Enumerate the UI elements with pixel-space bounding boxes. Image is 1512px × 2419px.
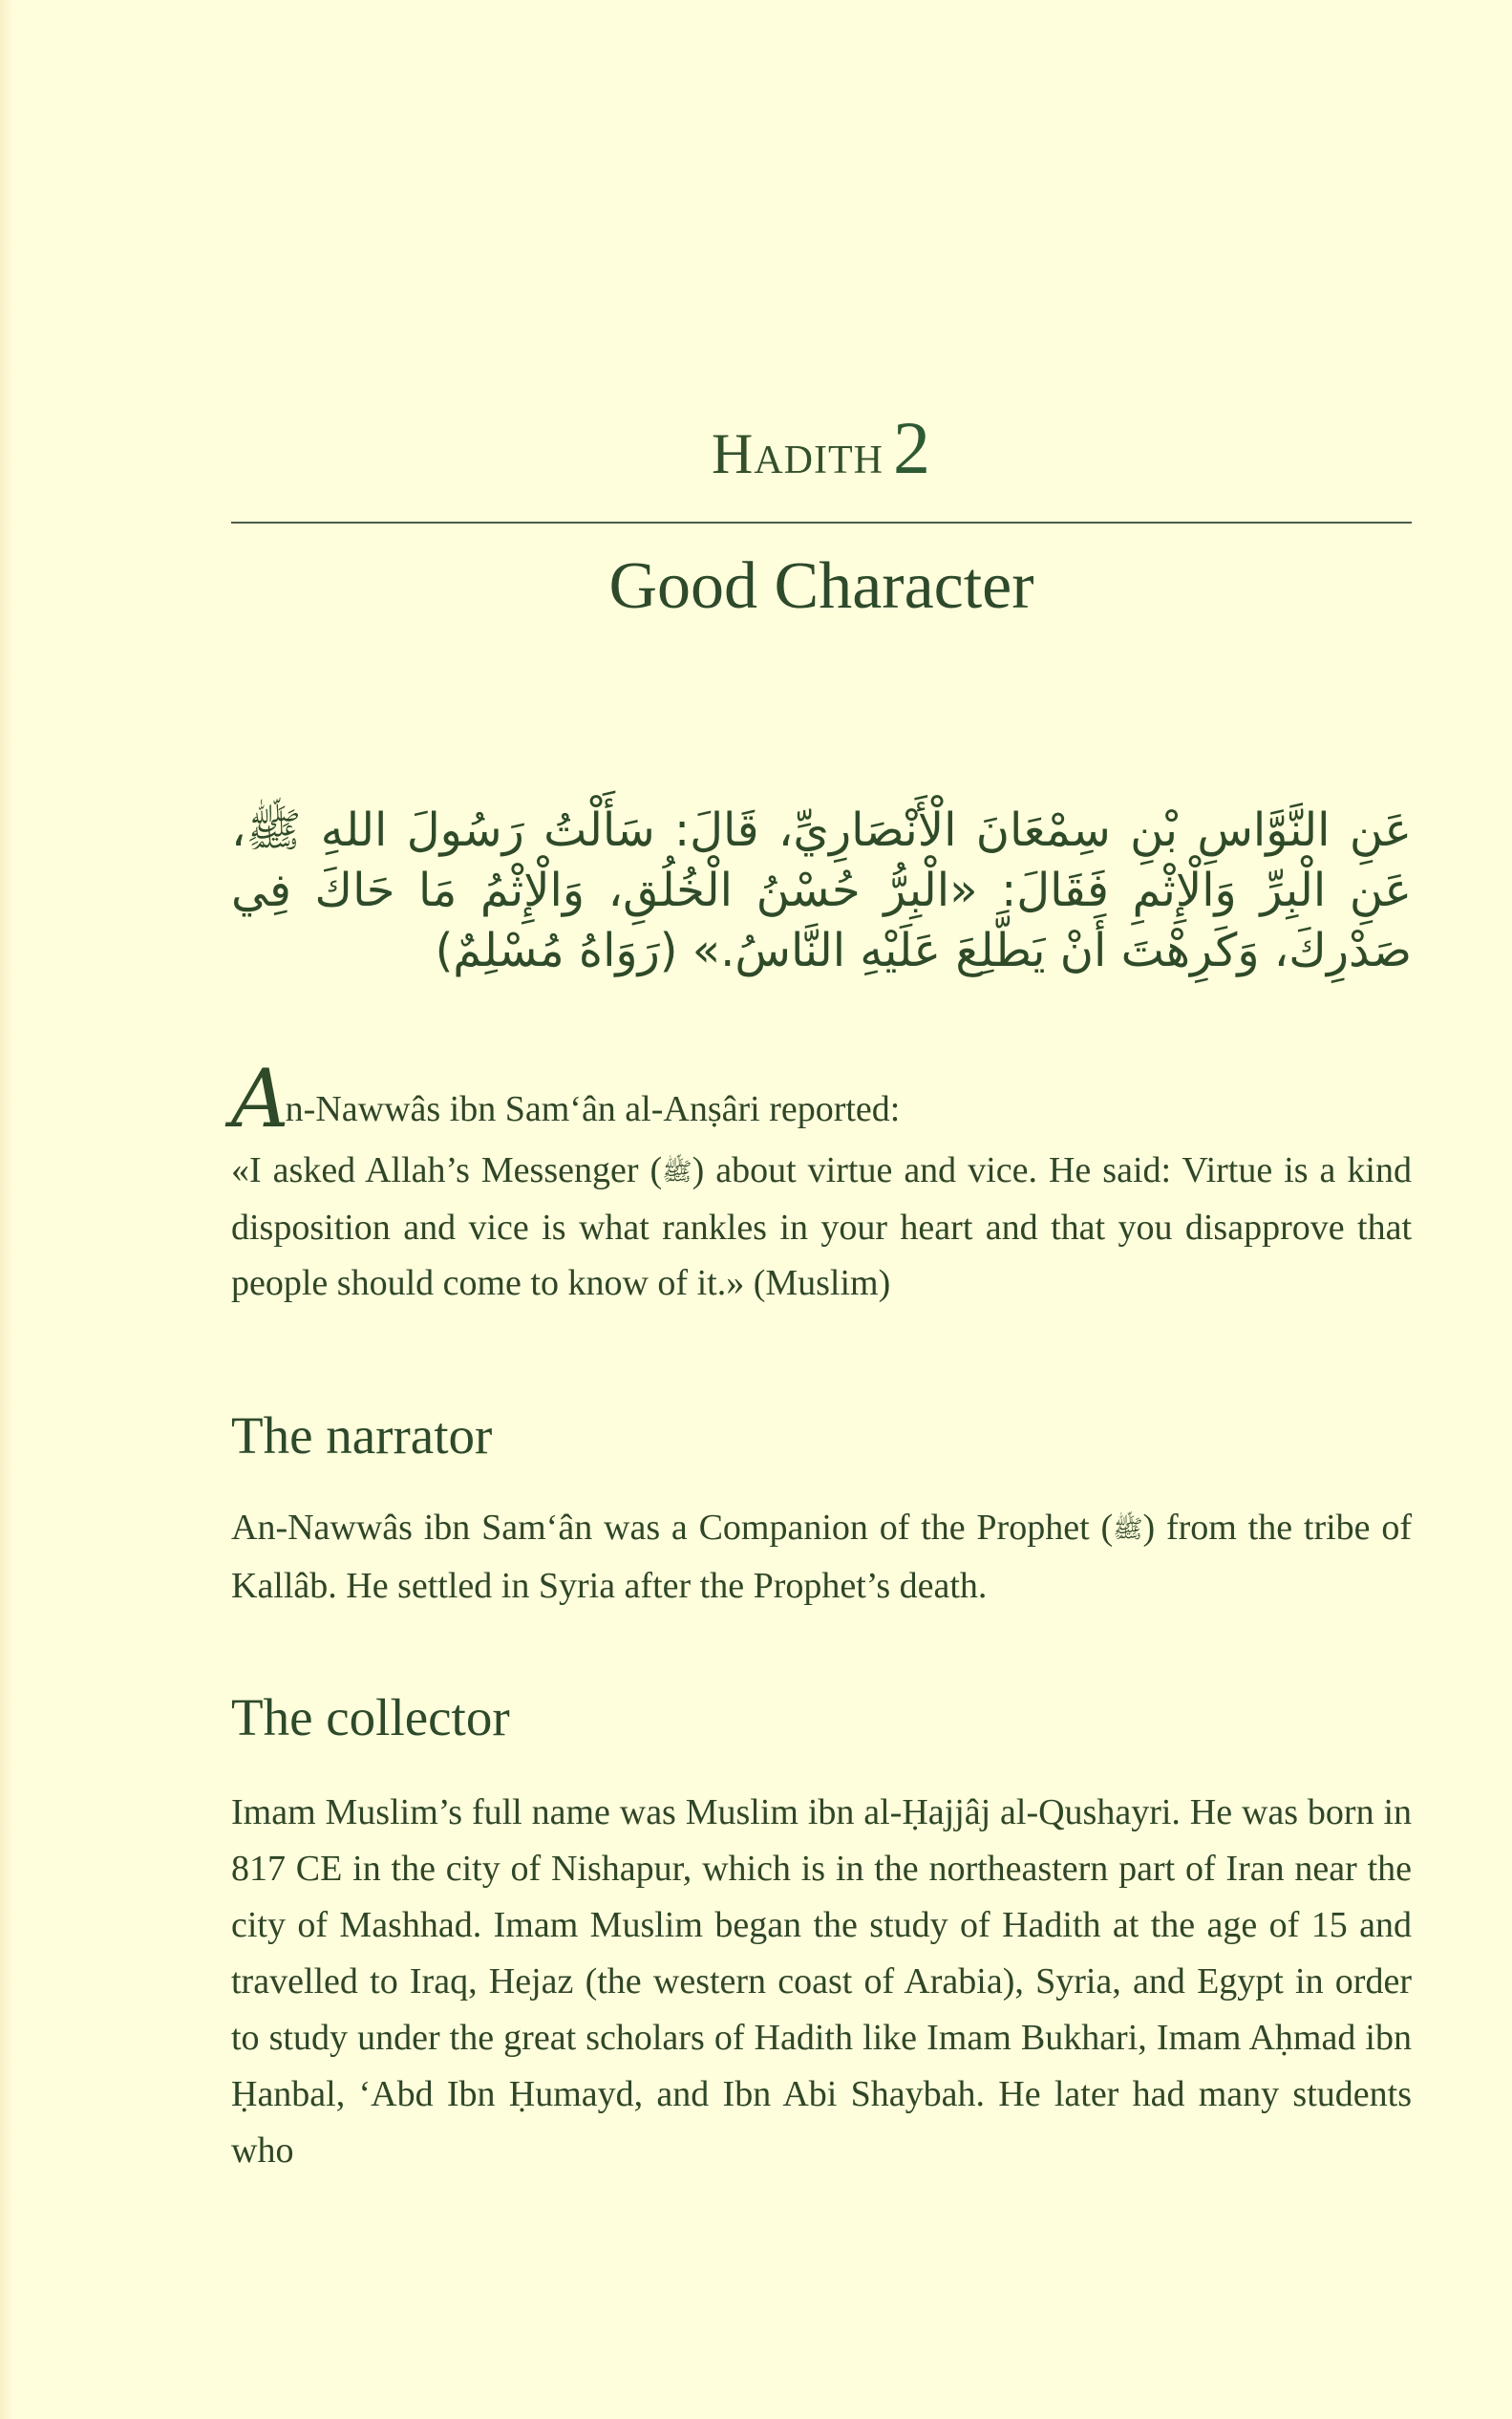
- narrator-text-end: ) from the tribe of Kallâb. He settled in Syria after the Prophet’s death.: [231, 1508, 1413, 1606]
- drop-cap: A: [231, 1052, 289, 1145]
- chapter-title: Good Character: [608, 549, 1034, 623]
- pbuh-icon: ﷺ: [662, 1158, 692, 1187]
- report-intro: [231, 1052, 1412, 1145]
- report-intro-text: n-Nawwâs ibn Sam‘ân al-Anṣâri reported:: [285, 1089, 901, 1129]
- narrator-text-start: An-Nawwâs ibn Sam‘ân was a Companion of the Prophet (: [231, 1508, 1114, 1548]
- chapter-divider: [231, 522, 1412, 524]
- translation-text-end: ) about virtue and vice. He said: Virtue is a kind disposition and vice is what rankles in your heart and that you disapprove that people should come to know of it.» (Muslim): [231, 1150, 1412, 1303]
- section-heading-narrator: The narrator: [231, 1406, 493, 1465]
- hadith-translation: [231, 1143, 1412, 1311]
- chapter-label: [231, 406, 1412, 489]
- page-edge-shadow: [0, 0, 13, 2419]
- collector-paragraph: Imam Muslim’s full name was Muslim ibn al-Ḥajjâj al-Qushayri. He was born in 817 CE in the city of Nishapur, which is in the northeastern part of Iran near the city of Mashhad. Imam Muslim began the study of Hadith at the age of 15 and travelled to Iraq, Hejaz (the western coast of Arabia), Syria, and Egypt in order to study under the great scholars of Hadith like Imam Bukhari, Imam Aḥmad ibn Ḥanbal, ‘Abd Ibn Ḥumayd, and Ibn Abi Shaybah. He later had many students who: [231, 1792, 1412, 2171]
- arabic-hadith-text: عَنِ النَّوَّاسِ بْنِ سِمْعَانَ الْأَنْصَارِيِّ، قَالَ: سَأَلْتُ رَسُولَ اللهِ ﷺ، عَنِ الْبِرِّ وَالْإِثْمِ فَقَالَ: «الْبِرُّ حُسْنُ الْخُلُقِ، وَالْإِثْمُ مَا حَاكَ فِي صَدْرِكَ، وَكَرِهْتَ أَنْ يَطَّلِعَ عَلَيْهِ النَّاسُ.» (رَوَاهُ مُسْلِمٌ): [231, 803, 1412, 977]
- chapter-label-word: Hadith: [712, 422, 884, 485]
- section-heading-collector: The collector: [231, 1688, 510, 1746]
- narrator-paragraph: [231, 1500, 1412, 1615]
- chapter-number: 2: [892, 406, 931, 489]
- translation-text-start: «I asked Allah’s Messenger (: [231, 1150, 663, 1190]
- pbuh-icon: ﷺ: [1113, 1515, 1143, 1544]
